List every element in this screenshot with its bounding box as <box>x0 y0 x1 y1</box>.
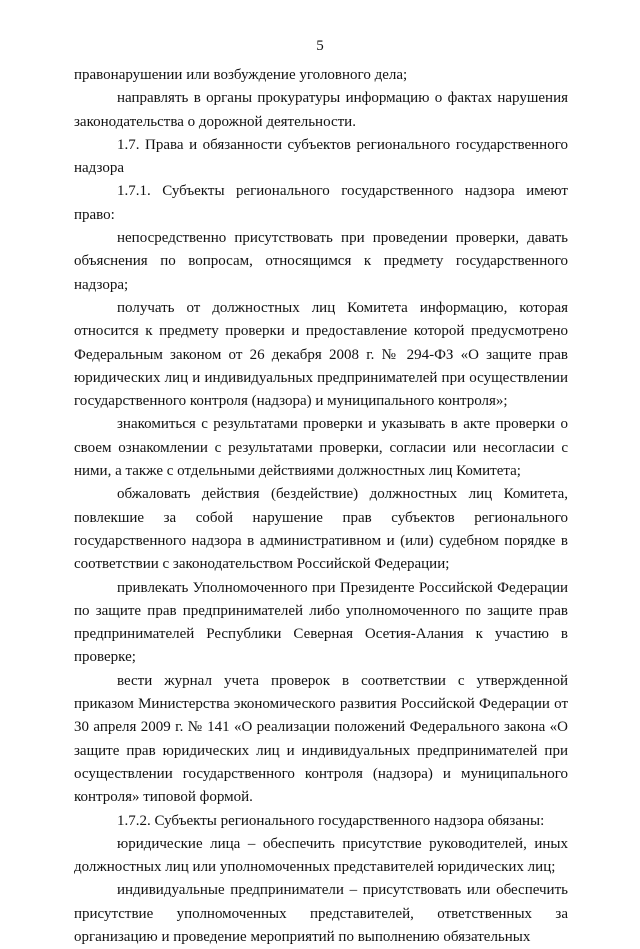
list-item: юридические лица – обеспечить присутствие руководителей, иных должностных лиц или уполномоченных представителей юридических лиц; <box>74 835 568 876</box>
list-item: получать от должностных лиц Комитета информацию, которая относится к предмету проверки и предоставление которой предусмотрено Федеральным законом от 26 декабря 2008 г. № 294-ФЗ «О защите прав юридических лиц и индивидуальных предпринимателей при осуществлении государственного контроля (надзора) и муниципального контроля»; <box>74 299 568 410</box>
list-item: привлекать Уполномоченного при Президенте Российской Федерации по защите прав предпринимателей либо уполномоченного по защите прав предпринимателей Республики Северная Осетия-Алания к участию в проверке; <box>74 579 568 666</box>
section-heading: 1.7. Права и обязанности субъектов регионального государственного надзора <box>74 136 568 177</box>
subsection-heading: 1.7.1. Субъекты регионального государственного надзора имеют право: <box>74 183 568 223</box>
list-item: непосредственно присутствовать при проведении проверки, давать объяснения по вопросам, относящимся к предмету государственного надзора; <box>74 230 568 293</box>
list-item: обжаловать действия (бездействие) должностных лиц Комитета, повлекшие за собой нарушение прав субъектов регионального государственного надзора в административном и (или) судебном порядке в соответствии с законодательством Российской Федерации; <box>74 486 568 573</box>
list-item: индивидуальные предприниматели – присутствовать или обеспечить присутствие уполномоченных представителей, ответственных за организацию и проведение мероприятий по выполнению обязательных <box>74 882 568 945</box>
list-item: вести журнал учета проверок в соответствии с утвержденной приказом Министерства экономического развития Российской Федерации от 30 апреля 2009 г. № 141 «О реализации положений Федерального закона «О защите прав юридических лиц и индивидуальных предпринимателей при осуществлении государственного контроля (надзора) и муниципального контроля» типовой формой. <box>74 672 568 806</box>
list-item: знакомиться с результатами проверки и указывать в акте проверки о своем ознакомлении с результатами проверки, согласии или несогласии с ними, а также с отдельными действиями должностных лиц Комитета; <box>74 416 568 480</box>
page-number: 5 <box>316 38 324 54</box>
paragraph: правонарушении или возбуждение уголовного дела; <box>74 67 408 83</box>
paragraph: направлять в органы прокуратуры информацию о фактах нарушения законодательства о дорожной деятельности. <box>74 90 568 130</box>
document-body <box>74 64 568 949</box>
subsection-heading: 1.7.2. Субъекты регионального государственного надзора обязаны: <box>117 812 545 829</box>
